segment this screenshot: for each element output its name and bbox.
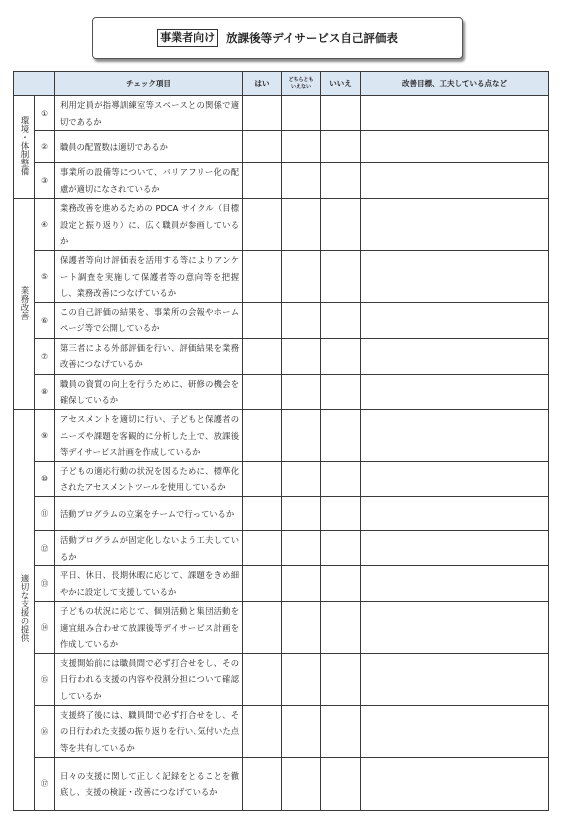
answer-yes-cell[interactable] <box>243 566 282 602</box>
check-item-text: 利用定員が指導訓練室等スペースとの関係で適切であるか <box>55 96 243 131</box>
item-number: ⑭ <box>35 602 55 654</box>
answer-yes-cell[interactable] <box>243 496 282 530</box>
header-yes: はい <box>243 72 282 96</box>
answer-no-cell[interactable] <box>321 496 361 530</box>
check-item-text: 日々の支援に関して正しく記録をとることを徹底し、支援の検証・改善につなげているか <box>55 757 243 810</box>
answer-yes-cell[interactable] <box>243 199 282 251</box>
table-row <box>14 530 549 565</box>
table-row <box>14 496 549 530</box>
answer-neither-cell[interactable] <box>282 496 321 530</box>
check-item-text: 第三者による外部評価を行い、評価結果を業務改善につなげているか <box>55 338 243 374</box>
answer-neither-cell[interactable] <box>282 250 321 302</box>
answer-neither-cell[interactable] <box>282 653 321 705</box>
answer-no-cell[interactable] <box>321 131 361 163</box>
check-item-text: 事業所の設備等について、バリアフリー化の配慮が適切になされているか <box>55 163 243 199</box>
answer-neither-cell[interactable] <box>282 409 321 461</box>
table-row <box>14 96 549 131</box>
table-row <box>14 602 549 654</box>
table-row <box>14 199 549 251</box>
category-label: 環境・体制整備 <box>19 115 29 176</box>
table-row <box>14 653 549 705</box>
answer-neither-cell[interactable] <box>282 338 321 374</box>
improvement-cell[interactable] <box>361 131 549 163</box>
table-row <box>14 131 549 163</box>
improvement-cell[interactable] <box>361 250 549 302</box>
answer-neither-cell[interactable] <box>282 757 321 810</box>
answer-neither-cell[interactable] <box>282 96 321 131</box>
item-number: ⑨ <box>35 409 55 461</box>
improvement-cell[interactable] <box>361 530 549 565</box>
answer-yes-cell[interactable] <box>243 250 282 302</box>
answer-neither-cell[interactable] <box>282 131 321 163</box>
check-item-text: 職員の資質の向上を行うために、研修の機会を確保しているか <box>55 374 243 409</box>
answer-no-cell[interactable] <box>321 653 361 705</box>
answer-neither-cell[interactable] <box>282 602 321 654</box>
answer-neither-cell[interactable] <box>282 302 321 338</box>
improvement-cell[interactable] <box>361 338 549 374</box>
item-number: ② <box>35 131 55 163</box>
header-blank <box>14 72 55 96</box>
answer-yes-cell[interactable] <box>243 757 282 810</box>
improvement-cell[interactable] <box>361 302 549 338</box>
item-number: ⑪ <box>35 496 55 530</box>
item-number: ⑯ <box>35 705 55 757</box>
header-neither-line1: どちらとも <box>288 76 314 83</box>
answer-neither-cell[interactable] <box>282 461 321 496</box>
answer-yes-cell[interactable] <box>243 602 282 654</box>
check-item-text: 子どもの適応行動の状況を図るために、標準化されたアセスメントツールを使用しているか <box>55 461 243 496</box>
check-item-text: この自己評価の結果を、事業所の会報やホームページ等で公開しているか <box>55 302 243 338</box>
table-row <box>14 566 549 602</box>
item-number: ⑫ <box>35 530 55 565</box>
improvement-cell[interactable] <box>361 96 549 131</box>
improvement-cell[interactable] <box>361 496 549 530</box>
check-item-text: 支援開始前には職員間で必ず打合せをし、その日行われる支援の内容や役割分担について確認しているか <box>55 653 243 705</box>
improvement-cell[interactable] <box>361 163 549 199</box>
header-improvement: 改善目標、工夫している点など <box>361 72 549 96</box>
header-neither-line2: いえない <box>290 83 311 90</box>
item-number: ④ <box>35 199 55 251</box>
answer-yes-cell[interactable] <box>243 131 282 163</box>
table-row <box>14 250 549 302</box>
answer-no-cell[interactable] <box>321 461 361 496</box>
category-label: 業務改善 <box>19 285 29 320</box>
item-number: ③ <box>35 163 55 199</box>
header-check-item: チェック項目 <box>55 72 243 96</box>
improvement-cell[interactable] <box>361 199 549 251</box>
evaluation-table <box>13 71 549 811</box>
check-item-text: 活動プログラムの立案をチームで行っているか <box>55 496 243 530</box>
answer-yes-cell[interactable] <box>243 461 282 496</box>
header-row <box>14 72 549 96</box>
check-item-text: 子どもの状況に応じて、個別活動と集団活動を適宜組み合わせて放課後等デイサービス計画を作成しているか <box>55 602 243 654</box>
answer-yes-cell[interactable] <box>243 530 282 565</box>
answer-neither-cell[interactable] <box>282 530 321 565</box>
header-no: いいえ <box>321 72 361 96</box>
check-item-text: 業務改善を進めるための PDCA サイクル（目標設定と振り返り）に、広く職員が参画しているか <box>55 199 243 251</box>
improvement-cell[interactable] <box>361 566 549 602</box>
answer-no-cell[interactable] <box>321 530 361 565</box>
answer-no-cell[interactable] <box>321 705 361 757</box>
answer-yes-cell[interactable] <box>243 163 282 199</box>
improvement-cell[interactable] <box>361 705 549 757</box>
table-row <box>14 757 549 810</box>
item-number: ① <box>35 96 55 131</box>
improvement-cell[interactable] <box>361 757 549 810</box>
answer-no-cell[interactable] <box>321 199 361 251</box>
item-number: ⑤ <box>35 250 55 302</box>
check-item-text: 平日、休日、長期休暇に応じて、課題をきめ細やかに設定して支援しているか <box>55 566 243 602</box>
answer-no-cell[interactable] <box>321 163 361 199</box>
item-number: ⑦ <box>35 338 55 374</box>
answer-no-cell[interactable] <box>321 409 361 461</box>
answer-yes-cell[interactable] <box>243 374 282 409</box>
improvement-cell[interactable] <box>361 374 549 409</box>
table-row <box>14 163 549 199</box>
check-item-text: 支援終了後には、職員間で必ず打合せをし、その日行われた支援の振り返りを行い､気付いた点等を共有しているか <box>55 705 243 757</box>
title-box <box>92 17 463 59</box>
answer-yes-cell[interactable] <box>243 705 282 757</box>
improvement-cell[interactable] <box>361 602 549 654</box>
improvement-cell[interactable] <box>361 409 549 461</box>
check-item-text: 保護者等向け評価表を活用する等によりアンケート調査を実施して保護者等の意向等を把握し、業務改善につなげているか <box>55 250 243 302</box>
table-row <box>14 302 549 338</box>
item-number: ⑩ <box>35 461 55 496</box>
table-row <box>14 461 549 496</box>
answer-no-cell[interactable] <box>321 96 361 131</box>
check-item-text: 活動プログラムが固定化しないよう工夫しているか <box>55 530 243 565</box>
improvement-cell[interactable] <box>361 653 549 705</box>
table-row <box>14 374 549 409</box>
table-row <box>14 338 549 374</box>
table-row <box>14 705 549 757</box>
answer-no-cell[interactable] <box>321 757 361 810</box>
answer-no-cell[interactable] <box>321 602 361 654</box>
answer-no-cell[interactable] <box>321 374 361 409</box>
answer-no-cell[interactable] <box>321 566 361 602</box>
answer-no-cell[interactable] <box>321 302 361 338</box>
check-item-text: アセスメントを適切に行い、子どもと保護者のニーズや課題を客観的に分析した上で、放課後等デイサービス計画を作成しているか <box>55 409 243 461</box>
item-number: ⑧ <box>35 374 55 409</box>
answer-yes-cell[interactable] <box>243 96 282 131</box>
check-item-text: 職員の配置数は適切であるか <box>55 131 243 163</box>
answer-yes-cell[interactable] <box>243 302 282 338</box>
item-number: ⑬ <box>35 566 55 602</box>
category-environment <box>14 96 35 199</box>
answer-no-cell[interactable] <box>321 338 361 374</box>
title-tag: 事業者向け <box>157 29 218 47</box>
answer-yes-cell[interactable] <box>243 409 282 461</box>
improvement-cell[interactable] <box>361 461 549 496</box>
answer-yes-cell[interactable] <box>243 653 282 705</box>
item-number: ⑰ <box>35 757 55 810</box>
header-neither <box>282 72 321 96</box>
answer-neither-cell[interactable] <box>282 566 321 602</box>
page-title: 放課後等デイサービス自己評価表 <box>226 31 398 45</box>
item-number: ⑥ <box>35 302 55 338</box>
category-appropriate-support <box>14 409 35 810</box>
answer-yes-cell[interactable] <box>243 338 282 374</box>
category-business-improvement <box>14 199 35 410</box>
category-label: 適切な支援の提供 <box>19 574 29 643</box>
item-number: ⑮ <box>35 653 55 705</box>
answer-no-cell[interactable] <box>321 250 361 302</box>
answer-neither-cell[interactable] <box>282 163 321 199</box>
table-row <box>14 409 549 461</box>
answer-neither-cell[interactable] <box>282 199 321 251</box>
answer-neither-cell[interactable] <box>282 374 321 409</box>
answer-neither-cell[interactable] <box>282 705 321 757</box>
